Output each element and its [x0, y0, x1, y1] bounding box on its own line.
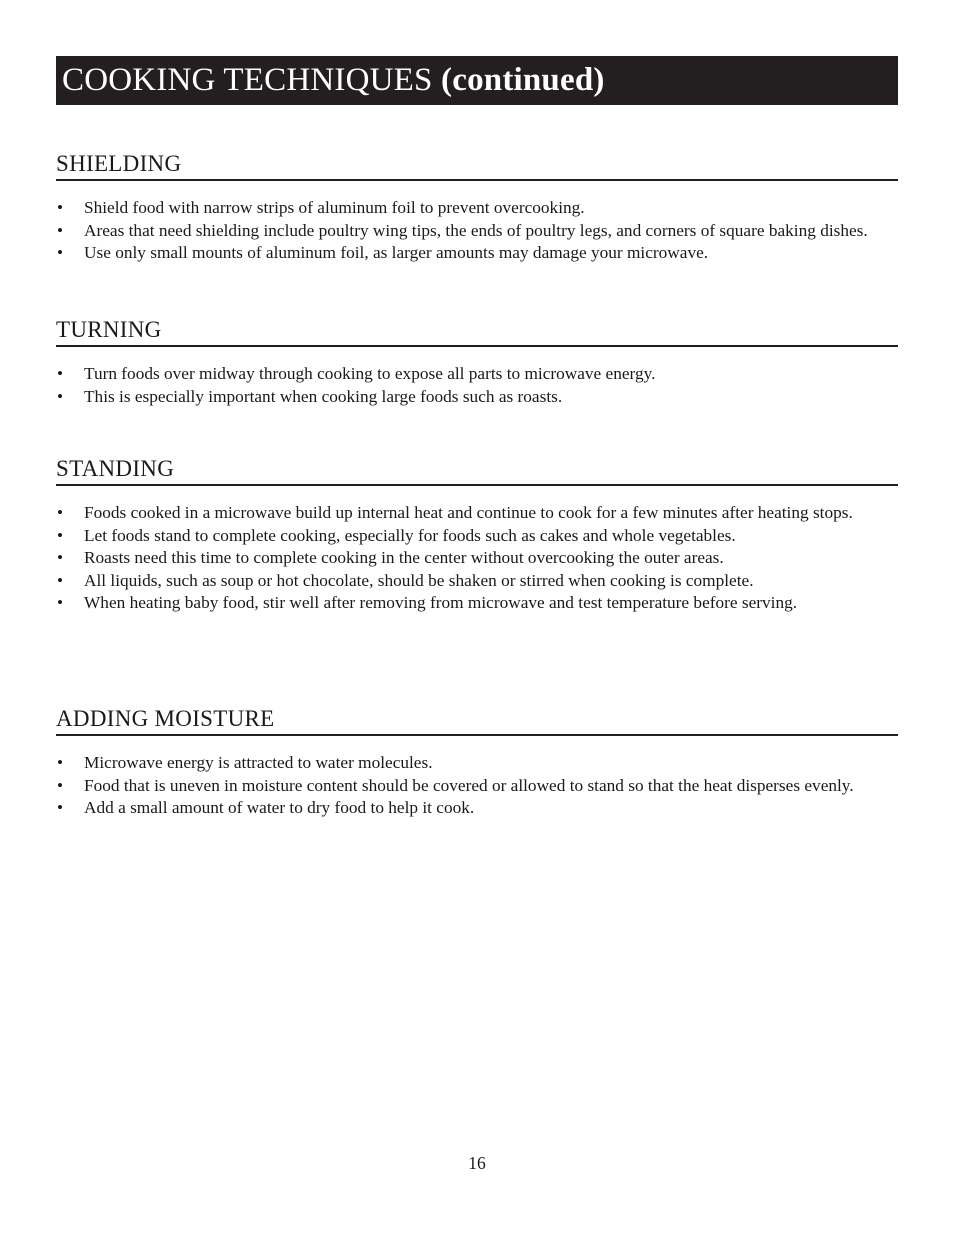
list-item: • Use only small mounts of aluminum foil, as larger amounts may damage your microwave.: [56, 242, 898, 265]
list-item: • Add a small amount of water to dry food to help it cook.: [56, 797, 898, 820]
bullet-icon: •: [57, 220, 64, 240]
bullet-icon: •: [57, 364, 64, 383]
section-heading-shielding: SHIELDING: [56, 150, 898, 181]
bullet-icon: •: [57, 570, 64, 590]
list-item: • Foods cooked in a microwave build up internal heat and continue to cook for a few minutes after heating stops.: [56, 502, 898, 525]
turning-list: [56, 363, 898, 408]
list-item: • All liquids, such as soup or hot chocolate, should be shaken or stirred when cooking is complete.: [56, 570, 898, 593]
list-item: • Roasts need this time to complete cooking in the center without overcooking the outer areas.: [56, 547, 898, 570]
list-item: • Let foods stand to complete cooking, especially for foods such as cakes and whole vegetables.: [56, 525, 898, 548]
section-standing: [56, 455, 898, 615]
section-heading-standing: STANDING: [56, 455, 898, 486]
bullet-icon: •: [57, 593, 64, 612]
bullet-icon: •: [57, 525, 64, 545]
list-item: • Microwave energy is attracted to water molecules.: [56, 752, 898, 775]
shielding-list: [56, 197, 898, 265]
list-item: • This is especially important when cooking large foods such as roasts.: [56, 386, 898, 409]
list-item: • Areas that need shielding include poultry wing tips, the ends of poultry legs, and corners of square baking dishes.: [56, 220, 898, 243]
list-item: • When heating baby food, stir well after removing from microwave and test temperature before serving.: [56, 592, 898, 615]
page-title-suffix: (continued): [441, 62, 605, 98]
page-title-bar: [56, 56, 898, 105]
bullet-icon: •: [57, 198, 64, 217]
section-shielding: [56, 150, 898, 265]
bullet-icon: •: [57, 503, 64, 522]
section-turning: [56, 316, 898, 408]
bullet-icon: •: [57, 753, 64, 772]
bullet-icon: •: [57, 548, 64, 567]
page-number: 16: [468, 1153, 486, 1173]
page-title: [62, 56, 898, 105]
adding-moisture-list: [56, 752, 898, 820]
list-item: • Shield food with narrow strips of aluminum foil to prevent overcooking.: [56, 197, 898, 220]
bullet-icon: •: [57, 243, 64, 262]
section-adding-moisture: [56, 705, 898, 820]
bullet-icon: •: [57, 798, 64, 817]
section-heading-turning: TURNING: [56, 316, 898, 347]
bullet-icon: •: [57, 775, 64, 795]
list-item: • Food that is uneven in moisture content should be covered or allowed to stand so that the heat disperses evenly.: [56, 775, 898, 798]
standing-list: [56, 502, 898, 615]
bullet-icon: •: [57, 386, 64, 406]
page-title-main: COOKING TECHNIQUES: [62, 62, 433, 98]
section-heading-adding-moisture: ADDING MOISTURE: [56, 705, 898, 736]
list-item: • Turn foods over midway through cooking to expose all parts to microwave energy.: [56, 363, 898, 386]
